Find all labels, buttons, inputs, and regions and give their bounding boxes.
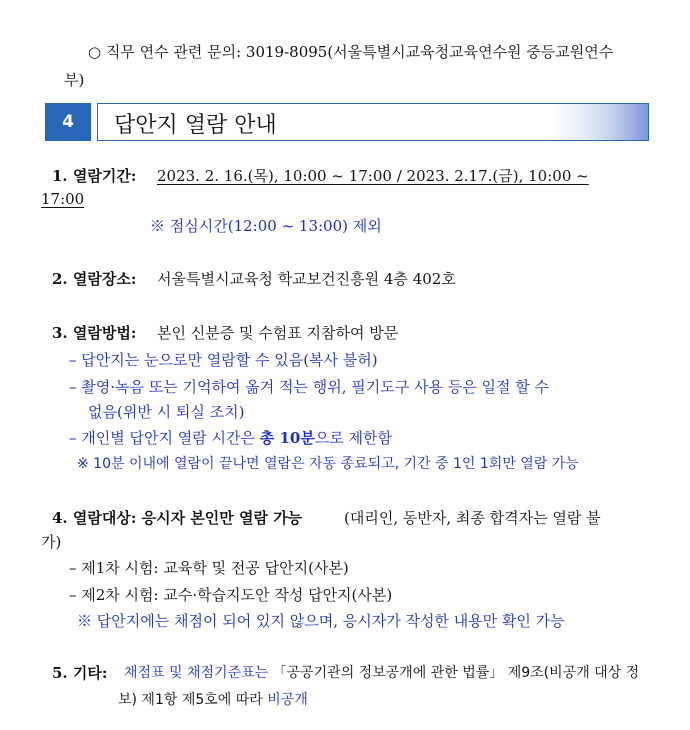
item4-value-line2: 가) [41,533,62,551]
item1-label: 1. 열람기간: [52,167,137,185]
item3-sub3-post: 으로 제한함 [314,429,393,447]
contact-line-1: ○ 직무 연수 관련 문의: 3019-8095(서울특별시교육청교육연수원 중등교원연수 [88,43,614,61]
item4-label: 4. 열람대상: 응시자 본인만 열람 가능 [52,509,303,527]
item1-value-line2: 17:00 [41,190,85,208]
item4-note: ※ 답안지에는 채점이 되어 있지 않으며, 응시자가 작성한 내용만 확인 가능 [77,612,565,630]
item5-mid: 「공공기관의 정보공개에 관한 법률」 제9조(비공개 대상 정 [272,665,640,681]
item3-sub2-line1: – 촬영·녹음 또는 기억하여 옮겨 적는 행위, 필기도구 사용 등은 일절 할 수 [69,378,549,396]
item4-sub1: – 제1차 시험: 교육학 및 전공 답안지(사본) [69,559,349,577]
item5-line2-blue: 비공개 [267,692,308,708]
item4-value-line1: (대리인, 동반자, 최종 합격자는 열람 불 [344,509,601,527]
section-title: 답안지 열람 안내 [114,113,277,138]
item3-sub3 [69,427,392,448]
item2-label: 2. 열람장소: [52,270,137,288]
item1-value-line1: 2023. 2. 16.(목), 10:00 ~ 17:00 / 2023. 2.17.(금), 10:00 ~ [157,167,589,185]
item5-line2-pre: 보) 제1항 제5호에 따라 [118,692,268,708]
item3-note: ※ 10분 이내에 열람이 끝나면 열람은 자동 종료되고, 기간 중 1인 1회만 열람 가능 [77,456,579,472]
item3-sub3-pre: – 개인별 답안지 열람 시간은 [69,429,260,447]
item5-line2 [118,689,308,709]
item3-sub2-line2: 없음(위반 시 퇴실 조치) [88,403,245,421]
item5-line1 [124,662,639,682]
item3-sub3-bold: 총 10분 [259,429,315,447]
contact-line-2: 부) [64,71,85,89]
item1-note: ※ 점심시간(12:00 ~ 13:00) 제외 [150,217,382,235]
item3-label: 3. 열람방법: [52,324,137,342]
item2-value: 서울특별시교육청 학교보건진흥원 4층 402호 [157,270,456,288]
item3-value: 본인 신분증 및 수험표 지참하여 방문 [157,324,399,342]
item5-blue1: 채점표 및 채점기준표는 [124,665,269,681]
item3-sub1: – 답안지는 눈으로만 열람할 수 있음(복사 불허) [69,351,378,369]
item4-sub2: – 제2차 시험: 교수·학습지도안 작성 답안지(사본) [69,586,393,604]
item5-label: 5. 기타: [52,664,108,682]
section-number-badge: 4 [45,103,91,141]
